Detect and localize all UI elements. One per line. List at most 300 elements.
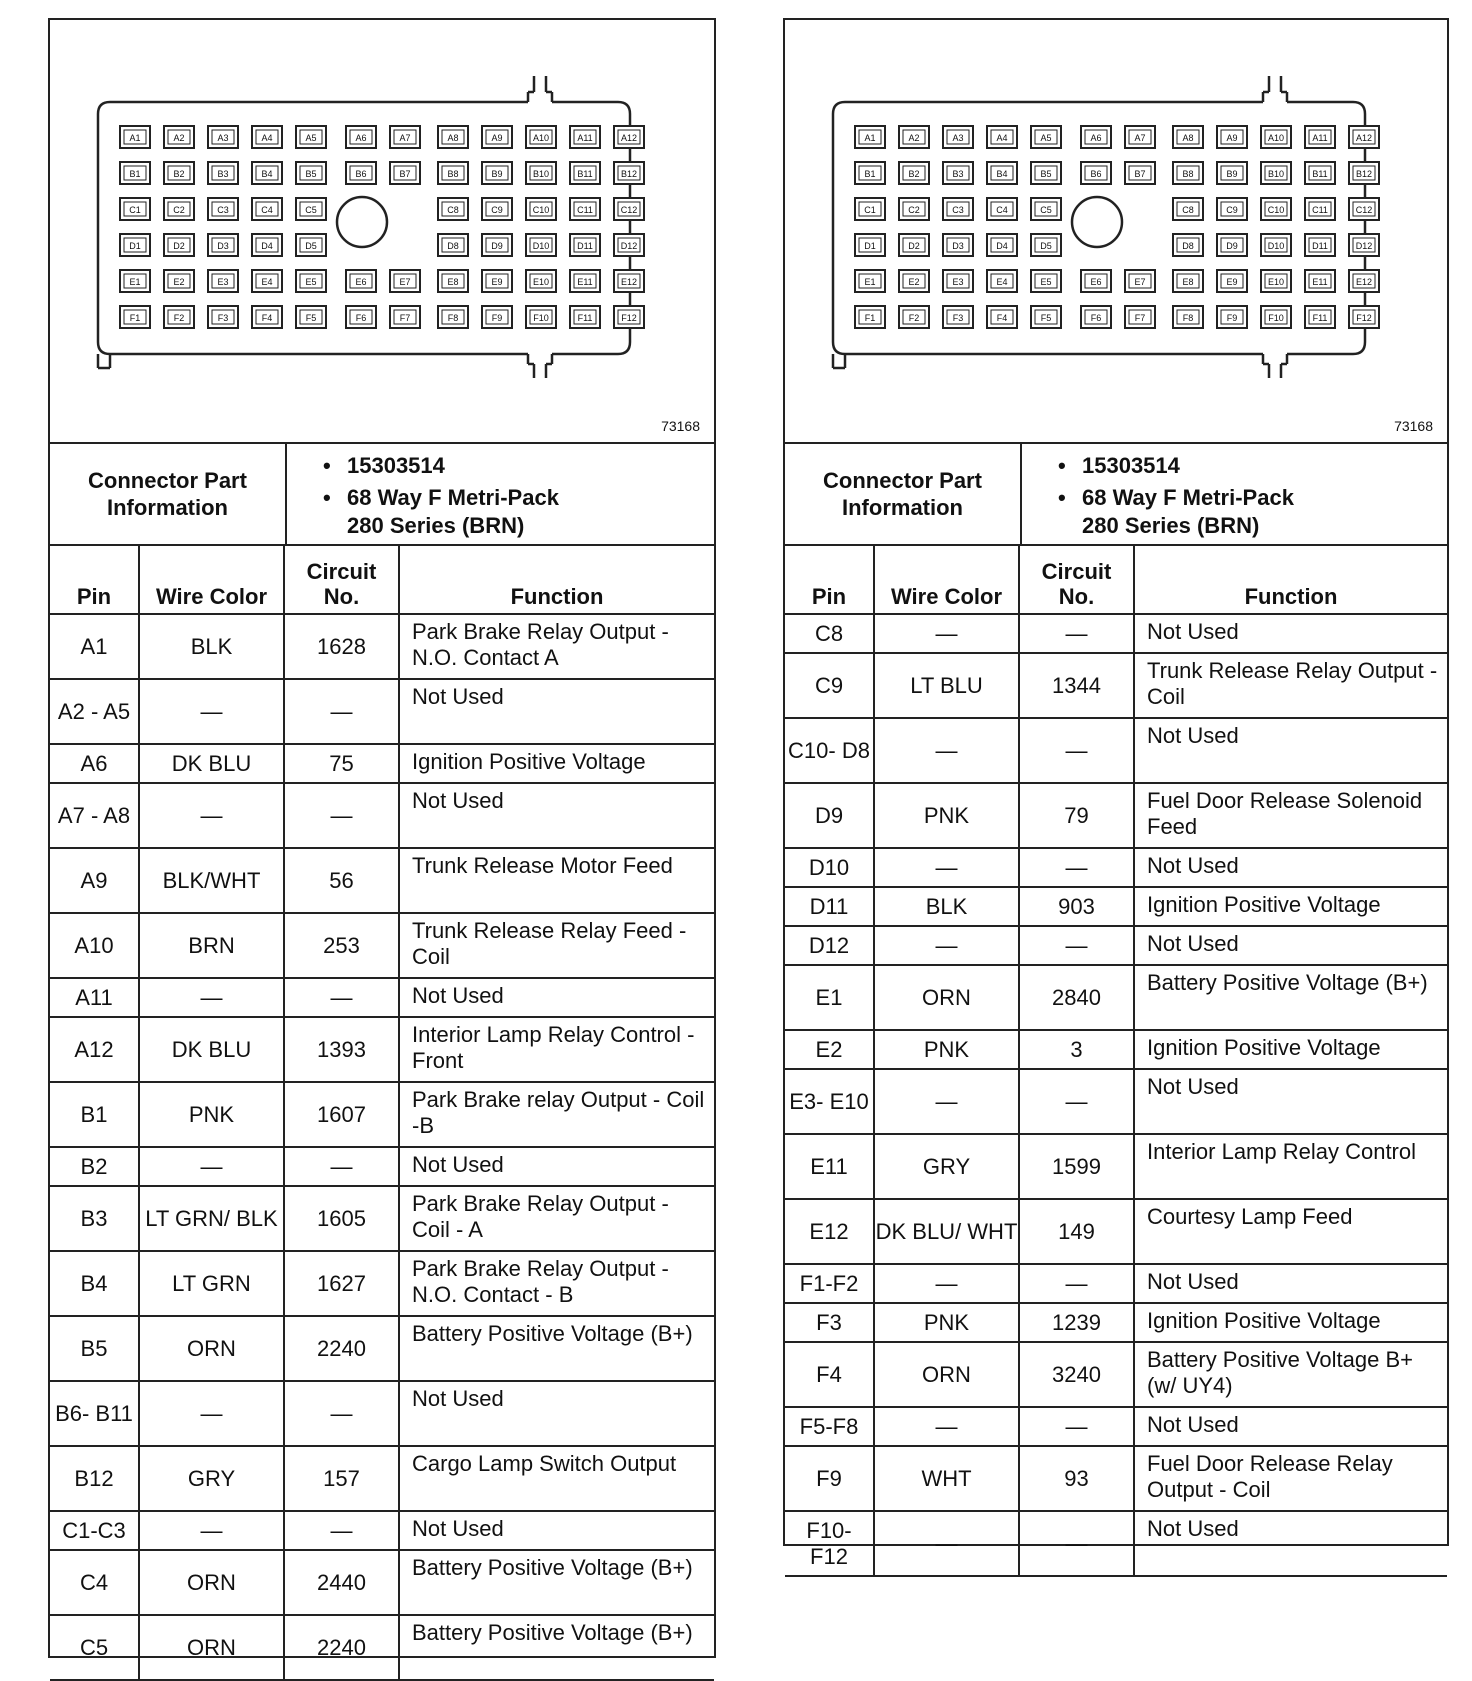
- function-cell: Park Brake Relay Output - Coil - A: [399, 1186, 714, 1251]
- wire-color-cell: ORN: [139, 1615, 284, 1680]
- pin-cavity-B6: [1081, 162, 1111, 184]
- pin-cavity-A4: [252, 126, 282, 148]
- wire-color-cell: BLK: [139, 614, 284, 679]
- pin-cell: C8: [785, 614, 874, 653]
- pin-cell: D9: [785, 783, 874, 848]
- circuit-cell: 75: [284, 744, 399, 783]
- pin-cavity-A10: [526, 126, 556, 148]
- svg-text:C4: C4: [996, 205, 1008, 215]
- svg-text:E2: E2: [908, 277, 920, 287]
- pin-cavity-C5: [296, 198, 326, 220]
- wire-color-cell: —: [874, 1511, 1019, 1576]
- svg-text:C9: C9: [1226, 205, 1238, 215]
- circuit-cell: 1605: [284, 1186, 399, 1251]
- circuit-cell: 56: [284, 848, 399, 913]
- table-row: [50, 848, 714, 913]
- svg-text:E5: E5: [305, 277, 317, 287]
- wire-color-cell: PNK: [139, 1082, 284, 1147]
- pin-cavity-B11: [570, 162, 600, 184]
- wire-color-cell: —: [874, 1407, 1019, 1446]
- function-cell: Courtesy Lamp Feed: [1134, 1199, 1447, 1264]
- pin-cavity-F5: [296, 306, 326, 328]
- svg-text:F11: F11: [577, 313, 593, 323]
- svg-text:A10: A10: [532, 133, 550, 143]
- circuit-cell: —: [284, 783, 399, 848]
- pin-cavity-B1: [120, 162, 150, 184]
- cpi-part-number: • 15303514: [323, 453, 445, 478]
- pin-cavity-B1: [855, 162, 885, 184]
- pin-cavity-C1: [120, 198, 150, 220]
- svg-text:B4: B4: [996, 169, 1008, 179]
- pin-cell: D10: [785, 848, 874, 887]
- svg-text:B1: B1: [864, 169, 876, 179]
- pin-cell: C5: [50, 1615, 139, 1680]
- wire-color-cell: LT GRN: [139, 1251, 284, 1316]
- svg-text:E8: E8: [1182, 277, 1194, 287]
- pin-cavity-A9: [1217, 126, 1247, 148]
- svg-text:D5: D5: [305, 241, 317, 251]
- pin-cavity-B9: [482, 162, 512, 184]
- cpi-info: [1022, 444, 1447, 544]
- circuit-cell: 3240: [1019, 1342, 1134, 1407]
- pin-cavity-F1: [855, 306, 885, 328]
- function-cell: Not Used: [1134, 614, 1447, 653]
- wire-color-cell: DK BLU: [139, 1017, 284, 1082]
- center-keyway-circle: [337, 197, 387, 247]
- function-cell: Not Used: [399, 1147, 714, 1186]
- pin-cavity-A7: [390, 126, 420, 148]
- svg-text:B3: B3: [952, 169, 964, 179]
- table-row: [50, 679, 714, 744]
- circuit-cell: —: [1019, 1511, 1134, 1576]
- connector-part-info: [785, 444, 1447, 546]
- svg-text:F8: F8: [1182, 313, 1194, 323]
- pin-cavity-C12: [1349, 198, 1379, 220]
- pin-cell: A6: [50, 744, 139, 783]
- circuit-cell: —: [1019, 1069, 1134, 1134]
- circuit-cell: 253: [284, 913, 399, 978]
- svg-text:B5: B5: [1040, 169, 1052, 179]
- table-row: [785, 1264, 1447, 1303]
- pin-cavity-B7: [390, 162, 420, 184]
- header-function: Function: [399, 546, 714, 614]
- pin-cavity-E4: [987, 270, 1017, 292]
- wire-color-cell: BLK/WHT: [139, 848, 284, 913]
- wire-color-cell: —: [139, 679, 284, 744]
- circuit-cell: 1599: [1019, 1134, 1134, 1199]
- pin-cavity-E3: [943, 270, 973, 292]
- pin-cavity-A11: [570, 126, 600, 148]
- pin-cavity-F12: [1349, 306, 1379, 328]
- svg-text:A2: A2: [173, 133, 185, 143]
- wire-color-cell: —: [874, 718, 1019, 783]
- pin-cavity-D2: [899, 234, 929, 256]
- header-pin: Pin: [50, 546, 139, 614]
- function-cell: Trunk Release Motor Feed: [399, 848, 714, 913]
- pin-cell: E1: [785, 965, 874, 1030]
- pin-cavity-C3: [208, 198, 238, 220]
- pin-cell: C1-C3: [50, 1511, 139, 1550]
- svg-text:D11: D11: [577, 241, 593, 251]
- svg-text:D12: D12: [620, 241, 638, 251]
- pin-cavity-D12: [614, 234, 644, 256]
- wire-color-cell: PNK: [874, 1030, 1019, 1069]
- pin-cavity-A2: [164, 126, 194, 148]
- pin-cavity-E2: [164, 270, 194, 292]
- wire-color-cell: —: [874, 848, 1019, 887]
- pin-cavity-B5: [1031, 162, 1061, 184]
- wire-color-cell: PNK: [874, 783, 1019, 848]
- svg-text:D3: D3: [952, 241, 964, 251]
- pin-cell: E2: [785, 1030, 874, 1069]
- circuit-cell: —: [1019, 1264, 1134, 1303]
- pin-cell: B1: [50, 1082, 139, 1147]
- pin-cavity-F7: [1125, 306, 1155, 328]
- circuit-cell: 1393: [284, 1017, 399, 1082]
- pin-cell: E3- E10: [785, 1069, 874, 1134]
- connector-diagram: [50, 20, 714, 444]
- table-row: [785, 965, 1447, 1030]
- circuit-cell: 2240: [284, 1615, 399, 1680]
- pin-cavity-F2: [164, 306, 194, 328]
- pin-cell: A10: [50, 913, 139, 978]
- table-row: [50, 1251, 714, 1316]
- pin-cavity-B3: [208, 162, 238, 184]
- circuit-cell: 2840: [1019, 965, 1134, 1030]
- pin-cell: F3: [785, 1303, 874, 1342]
- svg-text:E11: E11: [1312, 277, 1328, 287]
- pin-cell: C4: [50, 1550, 139, 1615]
- pin-cavity-E6: [346, 270, 376, 292]
- svg-text:A5: A5: [1040, 133, 1052, 143]
- pin-cavity-A1: [855, 126, 885, 148]
- circuit-cell: —: [1019, 1407, 1134, 1446]
- svg-text:B10: B10: [532, 169, 550, 179]
- pin-cavity-C2: [899, 198, 929, 220]
- pin-cell: B3: [50, 1186, 139, 1251]
- svg-text:C12: C12: [1355, 205, 1373, 215]
- function-cell: Park Brake Relay Output - N.O. Contact - B: [399, 1251, 714, 1316]
- pin-cavity-C10: [526, 198, 556, 220]
- function-cell: Ignition Positive Voltage: [1134, 1303, 1447, 1342]
- svg-text:C2: C2: [173, 205, 185, 215]
- pin-cell: B6- B11: [50, 1381, 139, 1446]
- svg-text:A3: A3: [952, 133, 964, 143]
- table-row: [785, 653, 1447, 718]
- circuit-cell: 1239: [1019, 1303, 1134, 1342]
- svg-text:C11: C11: [577, 205, 593, 215]
- function-cell: Park Brake relay Output - Coil -B: [399, 1082, 714, 1147]
- center-keyway-circle: [1072, 197, 1122, 247]
- wire-color-cell: —: [139, 1147, 284, 1186]
- pinout-table: [785, 546, 1447, 1577]
- wire-color-cell: —: [139, 1511, 284, 1550]
- circuit-cell: —: [284, 978, 399, 1017]
- svg-text:C5: C5: [305, 205, 317, 215]
- pin-cavity-F1: [120, 306, 150, 328]
- table-row: [50, 1186, 714, 1251]
- pin-cavity-F8: [438, 306, 468, 328]
- svg-text:E9: E9: [491, 277, 503, 287]
- svg-text:F10: F10: [533, 313, 549, 323]
- pin-cavity-E1: [120, 270, 150, 292]
- function-cell: Not Used: [399, 1511, 714, 1550]
- pin-cell: A1: [50, 614, 139, 679]
- table-row: [50, 1615, 714, 1680]
- svg-text:D10: D10: [532, 241, 550, 251]
- pin-cavity-E12: [1349, 270, 1379, 292]
- pin-cavity-E8: [1173, 270, 1203, 292]
- pin-cell: F10- F12: [785, 1511, 874, 1576]
- pin-cavity-A8: [1173, 126, 1203, 148]
- svg-text:E7: E7: [399, 277, 411, 287]
- svg-text:E3: E3: [217, 277, 229, 287]
- connector-outline: [98, 76, 630, 378]
- pin-cavity-A5: [296, 126, 326, 148]
- pin-cavity-C3: [943, 198, 973, 220]
- svg-text:D5: D5: [1040, 241, 1052, 251]
- function-cell: Trunk Release Relay Output - Coil: [1134, 653, 1447, 718]
- pin-cavity-B6: [346, 162, 376, 184]
- pin-cavity-D5: [296, 234, 326, 256]
- connector-face-drawing: [785, 20, 1447, 440]
- pin-cavity-F4: [252, 306, 282, 328]
- circuit-cell: 149: [1019, 1199, 1134, 1264]
- svg-text:A12: A12: [1355, 133, 1373, 143]
- header-wire-color: Wire Color: [139, 546, 284, 614]
- circuit-cell: 1628: [284, 614, 399, 679]
- function-cell: Not Used: [1134, 926, 1447, 965]
- wire-color-cell: —: [874, 1264, 1019, 1303]
- pin-cell: B12: [50, 1446, 139, 1511]
- header-pin: Pin: [785, 546, 874, 614]
- pin-cavity-F10: [526, 306, 556, 328]
- pin-cavity-B9: [1217, 162, 1247, 184]
- svg-text:C1: C1: [864, 205, 876, 215]
- function-cell: Battery Positive Voltage (B+): [399, 1615, 714, 1680]
- pin-cavity-A11: [1305, 126, 1335, 148]
- pin-cavity-D8: [438, 234, 468, 256]
- pin-cell: A7 - A8: [50, 783, 139, 848]
- pin-cavity-F2: [899, 306, 929, 328]
- function-cell: Not Used: [399, 679, 714, 744]
- svg-text:B6: B6: [355, 169, 367, 179]
- table-row: [50, 783, 714, 848]
- function-cell: Ignition Positive Voltage: [399, 744, 714, 783]
- cpi-series: 280 Series (BRN): [347, 513, 525, 538]
- svg-text:D8: D8: [1182, 241, 1194, 251]
- pin-cavity-F12: [614, 306, 644, 328]
- wire-color-cell: WHT: [874, 1446, 1019, 1511]
- svg-text:A10: A10: [1267, 133, 1285, 143]
- table-row: [785, 848, 1447, 887]
- pin-cavity-D10: [1261, 234, 1291, 256]
- svg-text:B8: B8: [447, 169, 459, 179]
- svg-text:D1: D1: [129, 241, 141, 251]
- svg-text:A3: A3: [217, 133, 229, 143]
- svg-text:C8: C8: [447, 205, 459, 215]
- function-cell: Battery Positive Voltage B+ (w/ UY4): [1134, 1342, 1447, 1407]
- cpi-part-number: • 15303514: [1058, 453, 1180, 478]
- pin-cavity-E10: [526, 270, 556, 292]
- pin-cavity-B4: [252, 162, 282, 184]
- pin-cavity-E11: [1305, 270, 1335, 292]
- pin-cavity-E5: [1031, 270, 1061, 292]
- pin-cavity-E10: [1261, 270, 1291, 292]
- svg-text:F11: F11: [1312, 313, 1328, 323]
- svg-text:E10: E10: [1267, 277, 1285, 287]
- pin-cavity-E9: [1217, 270, 1247, 292]
- function-cell: Battery Positive Voltage (B+): [399, 1550, 714, 1615]
- pin-cavity-B3: [943, 162, 973, 184]
- pin-cavity-E2: [899, 270, 929, 292]
- svg-text:A2: A2: [908, 133, 920, 143]
- pin-cavity-A4: [987, 126, 1017, 148]
- table-row: [50, 1147, 714, 1186]
- wire-color-cell: —: [139, 783, 284, 848]
- svg-text:B9: B9: [1226, 169, 1238, 179]
- svg-text:F7: F7: [399, 313, 411, 323]
- svg-text:C2: C2: [908, 205, 920, 215]
- svg-text:C3: C3: [952, 205, 964, 215]
- table-row: [785, 1069, 1447, 1134]
- svg-text:F4: F4: [261, 313, 273, 323]
- svg-text:D4: D4: [261, 241, 273, 251]
- function-cell: Not Used: [1134, 848, 1447, 887]
- pin-cavity-F5: [1031, 306, 1061, 328]
- table-row: [785, 718, 1447, 783]
- pin-cavity-B12: [1349, 162, 1379, 184]
- svg-text:A11: A11: [1312, 133, 1328, 143]
- circuit-cell: 157: [284, 1446, 399, 1511]
- svg-text:E11: E11: [577, 277, 593, 287]
- svg-text:E6: E6: [1090, 277, 1102, 287]
- circuit-cell: 1627: [284, 1251, 399, 1316]
- svg-text:E2: E2: [173, 277, 185, 287]
- svg-text:F5: F5: [305, 313, 317, 323]
- cpi-connector-type: • 68 Way F Metri-Pack: [1058, 485, 1294, 510]
- wire-color-cell: —: [874, 926, 1019, 965]
- wire-color-cell: DK BLU: [139, 744, 284, 783]
- circuit-cell: —: [284, 1511, 399, 1550]
- pin-cavity-E7: [390, 270, 420, 292]
- table-row: [785, 614, 1447, 653]
- svg-text:C1: C1: [129, 205, 141, 215]
- svg-text:C3: C3: [217, 205, 229, 215]
- svg-text:F12: F12: [1356, 313, 1372, 323]
- svg-text:E3: E3: [952, 277, 964, 287]
- pin-cavity-E1: [855, 270, 885, 292]
- pin-cavity-F11: [570, 306, 600, 328]
- pin-cavity-D11: [1305, 234, 1335, 256]
- function-cell: Battery Positive Voltage (B+): [1134, 965, 1447, 1030]
- pin-cavity-C12: [614, 198, 644, 220]
- pin-cavity-D9: [1217, 234, 1247, 256]
- svg-text:B5: B5: [305, 169, 317, 179]
- svg-text:B10: B10: [1267, 169, 1285, 179]
- svg-text:B3: B3: [217, 169, 229, 179]
- svg-text:D2: D2: [173, 241, 185, 251]
- function-cell: Cargo Lamp Switch Output: [399, 1446, 714, 1511]
- pin-cavity-A3: [208, 126, 238, 148]
- pin-cell: B2: [50, 1147, 139, 1186]
- svg-text:B1: B1: [129, 169, 141, 179]
- wire-color-cell: ORN: [874, 1342, 1019, 1407]
- cpi-series: 280 Series (BRN): [1082, 513, 1260, 538]
- svg-text:C4: C4: [261, 205, 273, 215]
- svg-text:F5: F5: [1040, 313, 1052, 323]
- svg-text:F9: F9: [491, 313, 503, 323]
- pin-cavity-E12: [614, 270, 644, 292]
- wire-color-cell: ORN: [139, 1316, 284, 1381]
- pin-cavity-F6: [346, 306, 376, 328]
- svg-text:D2: D2: [908, 241, 920, 251]
- pin-cell: D12: [785, 926, 874, 965]
- function-cell: Not Used: [399, 978, 714, 1017]
- pin-cavity-C10: [1261, 198, 1291, 220]
- pin-cavity-E8: [438, 270, 468, 292]
- pin-cavity-D11: [570, 234, 600, 256]
- svg-text:E5: E5: [1040, 277, 1052, 287]
- svg-text:C11: C11: [1312, 205, 1328, 215]
- table-row: [785, 1446, 1447, 1511]
- wire-color-cell: —: [139, 1381, 284, 1446]
- circuit-cell: 3: [1019, 1030, 1134, 1069]
- table-row: [50, 614, 714, 679]
- svg-text:F6: F6: [355, 313, 367, 323]
- pin-cell: C9: [785, 653, 874, 718]
- pin-cavity-B10: [526, 162, 556, 184]
- svg-text:E4: E4: [996, 277, 1008, 287]
- table-row: [50, 1446, 714, 1511]
- svg-text:C9: C9: [491, 205, 503, 215]
- pin-cavity-E5: [296, 270, 326, 292]
- svg-text:E4: E4: [261, 277, 273, 287]
- pin-cavity-A6: [346, 126, 376, 148]
- pin-cavity-F3: [208, 306, 238, 328]
- pin-cell: E12: [785, 1199, 874, 1264]
- svg-text:A6: A6: [1090, 133, 1102, 143]
- function-cell: Park Brake Relay Output - N.O. Contact A: [399, 614, 714, 679]
- circuit-cell: 1344: [1019, 653, 1134, 718]
- circuit-cell: 93: [1019, 1446, 1134, 1511]
- pin-cavity-D3: [208, 234, 238, 256]
- svg-text:F6: F6: [1090, 313, 1102, 323]
- wire-color-cell: PNK: [874, 1303, 1019, 1342]
- pin-cavity-C11: [1305, 198, 1335, 220]
- header-row: [50, 546, 714, 614]
- svg-text:C8: C8: [1182, 205, 1194, 215]
- wire-color-cell: GRY: [139, 1446, 284, 1511]
- pin-cell: A11: [50, 978, 139, 1017]
- pin-cell: A12: [50, 1017, 139, 1082]
- svg-text:F3: F3: [217, 313, 229, 323]
- circuit-cell: 2240: [284, 1316, 399, 1381]
- header-row: [785, 546, 1447, 614]
- pin-cavity-D2: [164, 234, 194, 256]
- svg-text:E6: E6: [355, 277, 367, 287]
- pin-cavity-C9: [482, 198, 512, 220]
- circuit-cell: —: [1019, 848, 1134, 887]
- svg-text:A1: A1: [864, 133, 876, 143]
- table-row: [785, 1199, 1447, 1264]
- pin-cavity-C4: [987, 198, 1017, 220]
- pin-cavity-B7: [1125, 162, 1155, 184]
- function-cell: Not Used: [1134, 718, 1447, 783]
- pinout-table: [50, 546, 714, 1681]
- svg-text:B2: B2: [173, 169, 185, 179]
- pin-cavity-E3: [208, 270, 238, 292]
